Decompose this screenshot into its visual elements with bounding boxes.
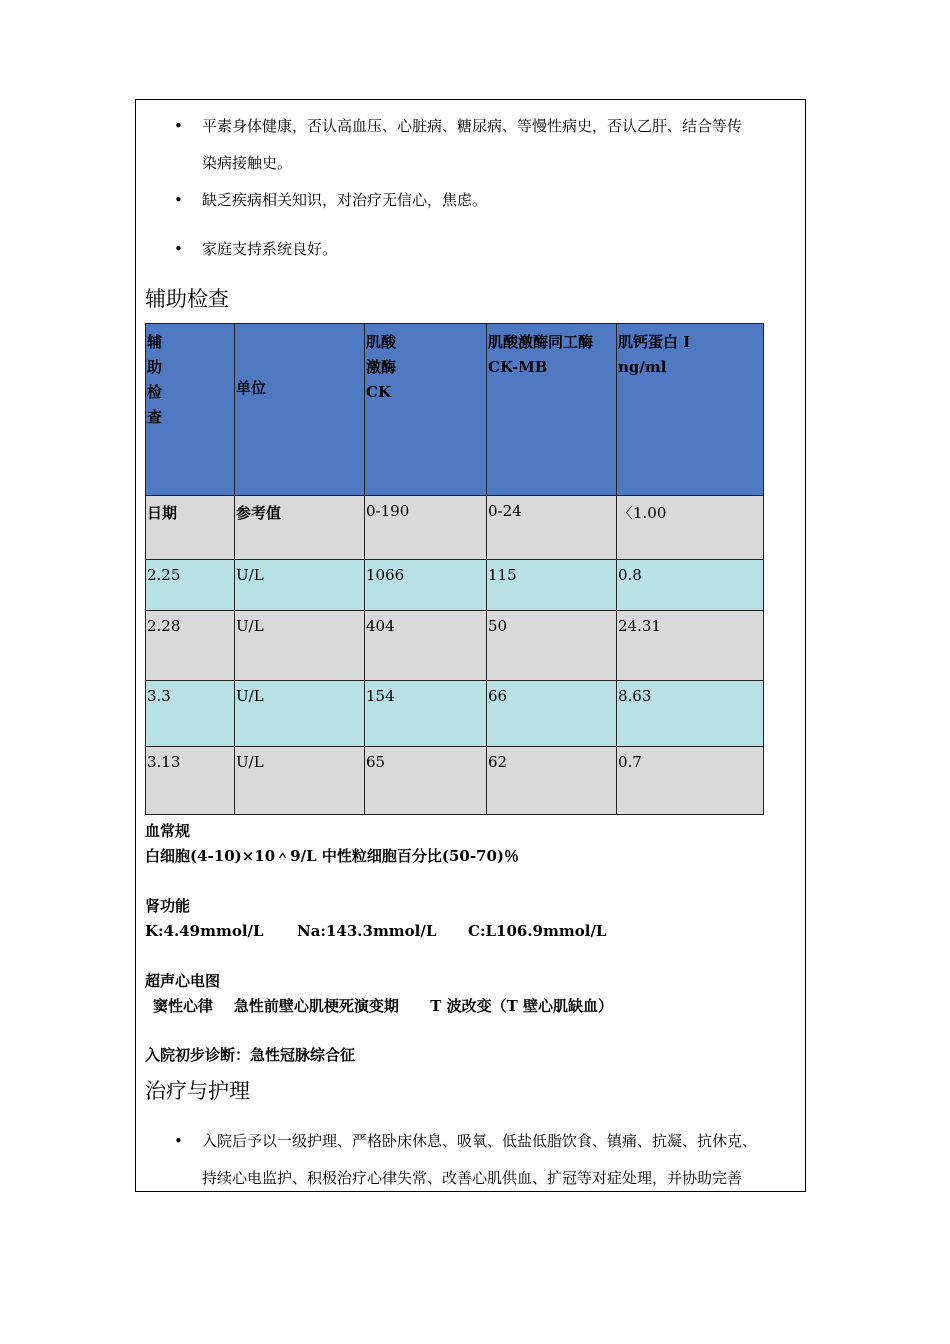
table-cell: 3.13: [146, 747, 235, 815]
bullet-icon: •: [174, 191, 183, 209]
renal-k: K:4.49mmol/L: [145, 922, 264, 940]
table-cell: 0-24: [487, 496, 617, 560]
table-cell: 参考值: [235, 496, 365, 560]
table-cell: 0-190: [365, 496, 487, 560]
table-cell: 1066: [365, 560, 487, 611]
table-cell: 2.28: [146, 611, 235, 681]
table-cell: 24.31: [617, 611, 764, 681]
history-item-2: 缺乏疾病相关知识，对治疗无信心，焦虑。: [202, 191, 488, 209]
treatment-line2: 持续心电监护、积极治疗心律失常、改善心肌供血、扩冠等对症处理，并协助完善: [202, 1169, 743, 1187]
table-cell: 2.25: [146, 560, 235, 611]
table-cell: 404: [365, 611, 487, 681]
header-cell: 辅 助 检 查: [146, 324, 235, 496]
table-cell: U/L: [235, 747, 365, 815]
table-cell: 3.3: [146, 681, 235, 747]
table-row: [146, 681, 764, 747]
bullet-icon: •: [174, 117, 183, 135]
table-cell: 62: [487, 747, 617, 815]
bullet-icon: •: [174, 240, 183, 258]
treatment-line1: 入院后予以一级护理、严格卧床休息、吸氧、低盐低脂饮食、镇痛、抗凝、抗休克、: [202, 1132, 758, 1150]
blood-routine-title: 血常规: [145, 822, 191, 840]
header-cell: 单位: [235, 324, 365, 496]
table-cell: 50: [487, 611, 617, 681]
table-cell: U/L: [235, 681, 365, 747]
table-row: [146, 611, 764, 681]
treatment-heading: 治疗与护理: [145, 1079, 250, 1103]
header-cell: 肌酸激酶同工酶 CK-MB: [487, 324, 617, 496]
echo-title: 超声心电图: [145, 972, 221, 990]
renal-values: [145, 919, 606, 944]
table-cell: 〈1.00: [617, 496, 764, 560]
reference-row: [146, 496, 764, 560]
header-cell: 肌钙蛋白 I ng/ml: [617, 324, 764, 496]
table-cell: 115: [487, 560, 617, 611]
table-row: [146, 747, 764, 815]
history-item-1-line2: 染病接触史。: [202, 154, 293, 172]
renal-na: Na:143.3mmol/L: [297, 922, 437, 940]
table-cell: 8.63: [617, 681, 764, 747]
echo-section: [145, 969, 613, 1019]
table-row: [146, 560, 764, 611]
history-item-1-line1: 平素身体健康，否认高血压、心脏病、糖尿病、等慢性病史，否认乙肝、结合等传: [202, 117, 743, 135]
renal-cl: C:L106.9mmol/L: [468, 922, 607, 940]
header-cell: 肌酸 激酶 CK: [365, 324, 487, 496]
lab-results-table: [145, 323, 764, 815]
table-cell: 0.7: [617, 747, 764, 815]
document-frame: [135, 99, 806, 1192]
history-item-1: [202, 108, 802, 182]
table-cell: 0.8: [617, 560, 764, 611]
renal-section: [145, 894, 606, 944]
bullet-icon: •: [174, 1132, 183, 1150]
treatment-item: [202, 1123, 802, 1192]
table-cell: 日期: [146, 496, 235, 560]
blood-routine-section: [145, 819, 519, 869]
table-cell: 65: [365, 747, 487, 815]
table-cell: U/L: [235, 611, 365, 681]
echo-line: 窦性心律 急性前壁心肌梗死演变期 T 波改变（T 壁心肌缺血）: [153, 997, 613, 1015]
table-cell: U/L: [235, 560, 365, 611]
table-cell: 154: [365, 681, 487, 747]
blood-routine-line: 白细胞(4-10)×10＾9/L 中性粒细胞百分比(50-70)％: [145, 847, 520, 865]
table-cell: 66: [487, 681, 617, 747]
aux-exam-heading: 辅助检查: [145, 287, 229, 311]
table-header-row: [146, 324, 764, 496]
history-item-3: 家庭支持系统良好。: [202, 240, 338, 258]
renal-title: 肾功能: [145, 897, 191, 915]
diagnosis: 入院初步诊断：急性冠脉综合征: [145, 1046, 356, 1064]
